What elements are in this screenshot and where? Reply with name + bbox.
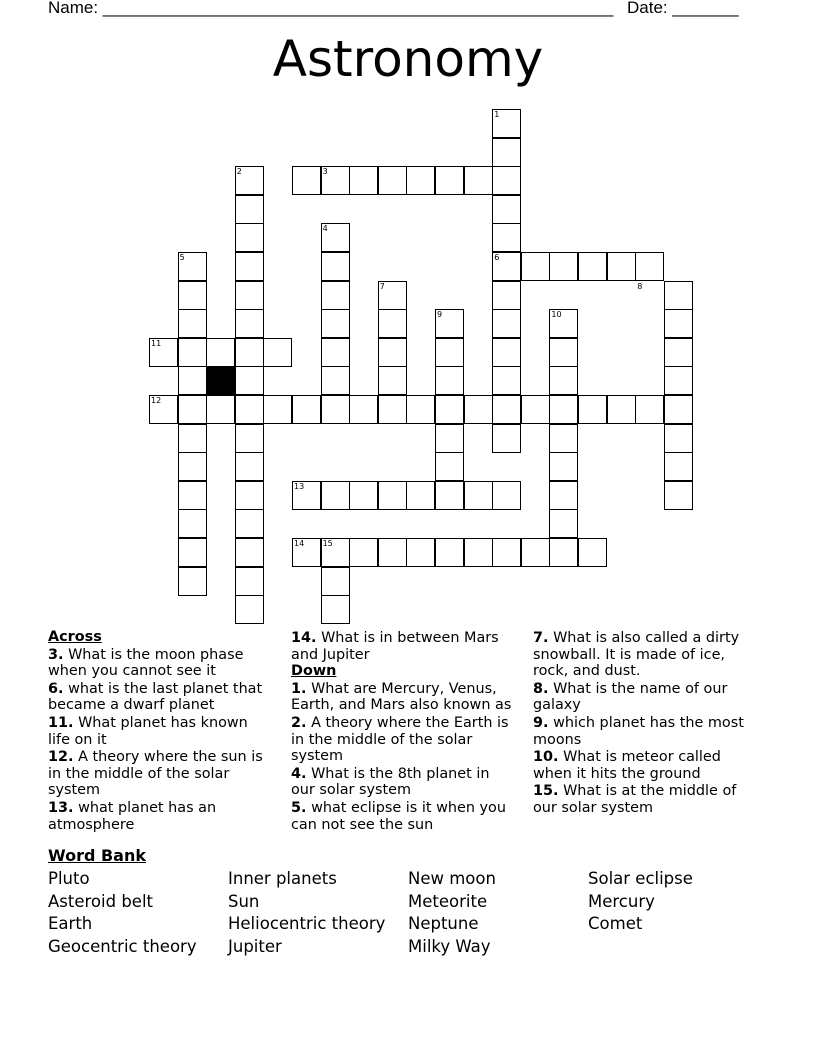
- clue-down-9: 9. which planet has the most moons: [533, 714, 744, 748]
- word-bank-item: New moon: [408, 869, 496, 888]
- crossword-cell[interactable]: [378, 166, 407, 195]
- clue-across-3: 3. What is the moon phase when you cannot see it: [48, 646, 244, 680]
- crossword-cell[interactable]: [178, 509, 207, 538]
- crossword-cell[interactable]: [178, 538, 207, 567]
- crossword-cell[interactable]: [435, 481, 464, 510]
- clue-number: 5: [179, 253, 185, 262]
- clue-number: 2: [236, 167, 242, 177]
- crossword-cell[interactable]: [321, 595, 350, 624]
- crossword-cell[interactable]: [492, 395, 521, 424]
- clue-across-13: 13. what planet has an atmosphere: [48, 799, 217, 833]
- crossword-cell[interactable]: [492, 309, 521, 338]
- crossword-cell[interactable]: [178, 452, 207, 481]
- crossword-cell[interactable]: [635, 252, 664, 281]
- crossword-cell[interactable]: [492, 195, 521, 224]
- clue-number: 6: [494, 253, 500, 262]
- crossword-cell[interactable]: [235, 452, 264, 481]
- crossword-cell[interactable]: [464, 538, 493, 567]
- clue-across-14: 14. What is in between Mars and Jupiter: [291, 630, 499, 663]
- crossword-cell[interactable]: [664, 395, 693, 424]
- crossword-cell[interactable]: [607, 395, 636, 424]
- crossword-cell[interactable]: [664, 338, 693, 367]
- crossword-cell[interactable]: [349, 538, 378, 567]
- down-heading: Down: [291, 663, 337, 680]
- crossword-cell[interactable]: [435, 366, 464, 395]
- crossword-cell[interactable]: [492, 223, 521, 252]
- crossword-cell[interactable]: [378, 366, 407, 395]
- clue-down-8: 8. What is the name of our galaxy: [533, 680, 728, 714]
- crossword-cell[interactable]: [292, 166, 321, 195]
- crossword-cell[interactable]: [235, 424, 264, 453]
- clue-number: 4: [322, 224, 328, 234]
- crossword-cell[interactable]: [235, 223, 264, 252]
- crossword-cell[interactable]: [235, 567, 264, 596]
- crossword-cell[interactable]: [321, 281, 350, 310]
- crossword-cell[interactable]: [235, 252, 264, 281]
- crossword-cell[interactable]: [549, 424, 578, 453]
- crossword-cell[interactable]: [178, 481, 207, 510]
- crossword-cell[interactable]: [549, 481, 578, 510]
- word-bank-item: Geocentric theory: [48, 937, 197, 956]
- crossword-cell[interactable]: [321, 395, 350, 424]
- crossword-cell[interactable]: [521, 252, 550, 281]
- clue-down-7: 7. What is also called a dirty snowball. It is made of ice, rock, and dust.: [533, 630, 740, 680]
- crossword-cell[interactable]: [178, 338, 207, 367]
- crossword-cell[interactable]: [521, 538, 550, 567]
- crossword-cell[interactable]: [178, 395, 207, 424]
- crossword-cell[interactable]: [521, 395, 550, 424]
- clue-across-12: 12. A theory where the sun is in the middle of the solar system: [48, 749, 263, 799]
- crossword-cell[interactable]: [378, 395, 407, 424]
- clues-column-1: [48, 629, 272, 833]
- crossword-cell[interactable]: [435, 166, 464, 195]
- crossword-cell[interactable]: [664, 452, 693, 481]
- word-bank-item: Jupiter: [228, 937, 282, 956]
- word-bank-heading: Word Bank: [48, 846, 147, 865]
- crossword-cell[interactable]: [664, 424, 693, 453]
- word-bank-item: Milky Way: [408, 937, 491, 956]
- crossword-cell[interactable]: [349, 395, 378, 424]
- crossword-cell[interactable]: [178, 309, 207, 338]
- crossword-cell[interactable]: [321, 338, 350, 367]
- word-bank-item: Solar eclipse: [588, 869, 693, 888]
- word-bank-item: Neptune: [408, 914, 479, 933]
- crossword-cell[interactable]: [321, 481, 350, 510]
- clue-down-1: 1. What are Mercury, Venus, Earth, and Mars also known as: [291, 680, 512, 714]
- crossword-cell[interactable]: [435, 395, 464, 424]
- clue-number: 8: [637, 281, 643, 291]
- crossword-cell[interactable]: [178, 366, 207, 395]
- name-line: Name: ______________________________________________________: [48, 0, 614, 17]
- crossword-cell[interactable]: [378, 538, 407, 567]
- crossword-cell[interactable]: [263, 395, 292, 424]
- crossword-cell[interactable]: [549, 395, 578, 424]
- clue-down-5: 5. what eclipse is it when you can not see the sun: [291, 799, 506, 833]
- clue-number: 11: [151, 338, 162, 348]
- black-square: [206, 366, 235, 395]
- crossword-cell[interactable]: [321, 366, 350, 395]
- clue-down-15: 15. What is at the middle of our solar system: [533, 783, 737, 816]
- word-bank-item: Inner planets: [228, 869, 337, 888]
- crossword-cell[interactable]: [435, 452, 464, 481]
- crossword-cell[interactable]: [235, 366, 264, 395]
- crossword-cell[interactable]: [578, 395, 607, 424]
- crossword-cell[interactable]: [378, 481, 407, 510]
- word-bank-item: Asteroid belt: [48, 892, 154, 911]
- crossword-cell[interactable]: [321, 252, 350, 281]
- clue-number: 15: [322, 539, 333, 548]
- crossword-cell[interactable]: [235, 309, 264, 338]
- clue-across-6: 6. what is the last planet that became a dwarf planet: [48, 680, 263, 714]
- crossword-cell[interactable]: [492, 538, 521, 567]
- word-bank-item: Mercury: [588, 892, 655, 911]
- crossword-cell[interactable]: [578, 538, 607, 567]
- crossword-cell[interactable]: [321, 567, 350, 596]
- crossword-cell[interactable]: [664, 481, 693, 510]
- crossword-cell[interactable]: [635, 395, 664, 424]
- crossword-cell[interactable]: [492, 481, 521, 510]
- crossword-cell[interactable]: [235, 395, 264, 424]
- word-bank-item: Comet: [588, 914, 643, 933]
- crossword-cell[interactable]: [406, 481, 435, 510]
- crossword-cell[interactable]: [435, 538, 464, 567]
- word-bank-item: Heliocentric theory: [228, 914, 386, 933]
- clue-number: 13: [294, 481, 305, 491]
- crossword-cell[interactable]: [464, 166, 493, 195]
- word-bank-item: Earth: [48, 914, 93, 933]
- clue-down-4: 4. What is the 8th planet in our solar system: [291, 765, 490, 799]
- across-heading: Across: [48, 629, 102, 645]
- clue-across-11: 11. What planet has known life on it: [48, 714, 248, 748]
- crossword-cell[interactable]: [664, 366, 693, 395]
- crossword-cell[interactable]: [492, 366, 521, 395]
- crossword-cell[interactable]: [464, 395, 493, 424]
- crossword-cell[interactable]: [578, 252, 607, 281]
- crossword-cell[interactable]: [492, 424, 521, 453]
- crossword-cell[interactable]: [321, 309, 350, 338]
- word-bank-item: Meteorite: [408, 892, 488, 911]
- clue-number: 9: [437, 310, 443, 320]
- crossword-cell[interactable]: [435, 338, 464, 367]
- clue-number: 3: [322, 167, 328, 177]
- crossword-cell[interactable]: [492, 138, 521, 167]
- clue-number: 14: [294, 539, 305, 548]
- crossword-cell[interactable]: [664, 309, 693, 338]
- crossword-cell[interactable]: [549, 509, 578, 538]
- clue-number: 7: [379, 281, 385, 291]
- clue-number: 10: [551, 310, 562, 320]
- crossword-cell[interactable]: [235, 509, 264, 538]
- crossword-cell[interactable]: [607, 252, 636, 281]
- crossword-cell[interactable]: [406, 395, 435, 424]
- clues-column-3: [533, 629, 757, 817]
- crossword-cell[interactable]: [406, 538, 435, 567]
- crossword-cell[interactable]: [235, 595, 264, 624]
- crossword-cell[interactable]: [235, 481, 264, 510]
- date-line: Date: _______: [627, 0, 739, 17]
- crossword-cell[interactable]: [378, 309, 407, 338]
- word-bank-item: Pluto: [48, 869, 90, 888]
- crossword-cell[interactable]: [549, 366, 578, 395]
- clue-down-2: 2. A theory where the Earth is in the middle of the solar system: [291, 714, 509, 765]
- crossword-cell[interactable]: [206, 395, 235, 424]
- crossword-cell[interactable]: [349, 166, 378, 195]
- clue-down-10: 10. What is meteor called when it hits the ground: [533, 749, 721, 782]
- crossword-cell[interactable]: [406, 166, 435, 195]
- crossword-cell[interactable]: [492, 281, 521, 310]
- crossword-cell[interactable]: [178, 281, 207, 310]
- crossword-cell[interactable]: [549, 338, 578, 367]
- crossword-cell[interactable]: [235, 338, 264, 367]
- crossword-cell[interactable]: [235, 281, 264, 310]
- crossword-cell[interactable]: [492, 166, 521, 195]
- crossword-cell[interactable]: [263, 338, 292, 367]
- crossword-cell[interactable]: [235, 538, 264, 567]
- crossword-cell[interactable]: [178, 567, 207, 596]
- crossword-cell[interactable]: [378, 338, 407, 367]
- crossword-cell[interactable]: [464, 481, 493, 510]
- clue-number: 1: [494, 110, 500, 119]
- crossword-cell[interactable]: [178, 424, 207, 453]
- crossword-cell[interactable]: [549, 252, 578, 281]
- crossword-cell[interactable]: [349, 481, 378, 510]
- crossword-cell[interactable]: [549, 452, 578, 481]
- word-bank-item: Sun: [228, 892, 260, 911]
- crossword-cell[interactable]: [206, 338, 235, 367]
- clue-number: 12: [151, 396, 162, 405]
- clues-column-2: [291, 629, 516, 833]
- crossword-cell[interactable]: [664, 281, 693, 310]
- crossword-cell[interactable]: [292, 395, 321, 424]
- crossword-cell[interactable]: [492, 338, 521, 367]
- page-title: Astronomy: [272, 30, 544, 88]
- crossword-cell[interactable]: [435, 424, 464, 453]
- crossword-cell[interactable]: [235, 195, 264, 224]
- crossword-cell[interactable]: [549, 538, 578, 567]
